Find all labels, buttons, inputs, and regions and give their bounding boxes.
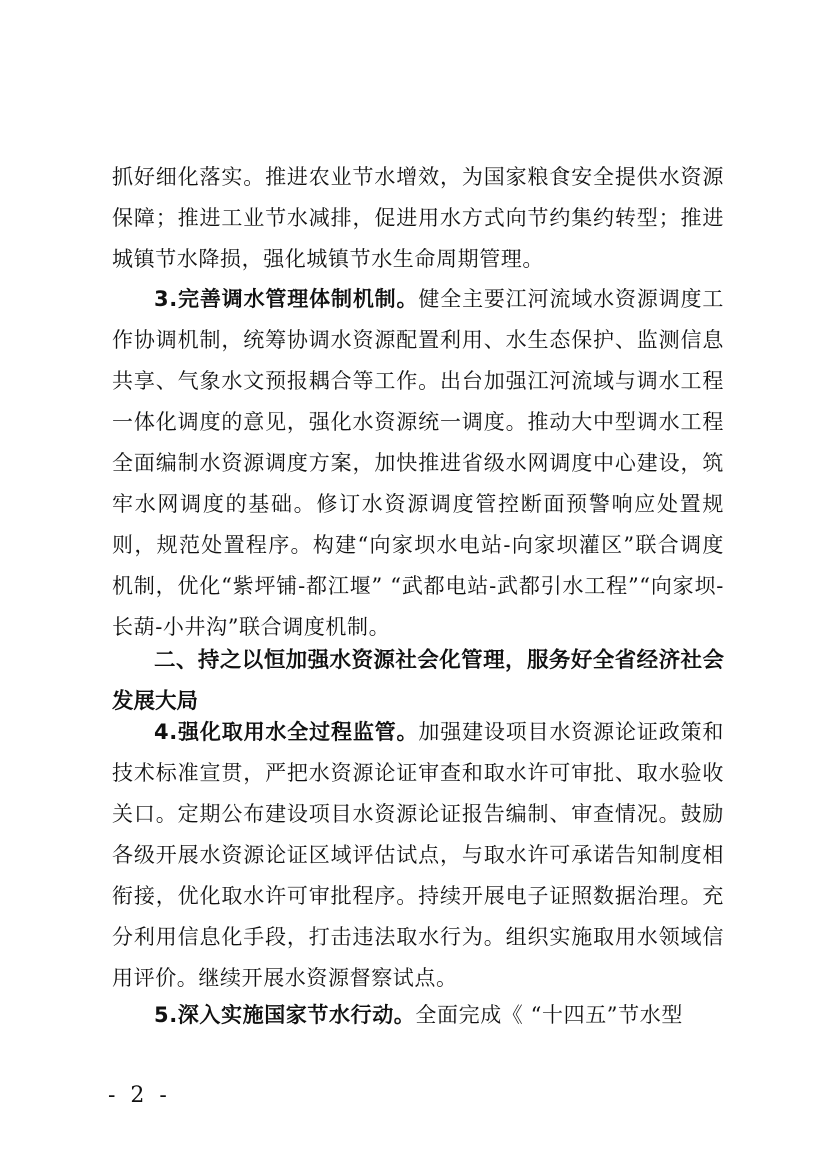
section-heading-5: 5.深入实施国家节水行动。 <box>154 1003 416 1027</box>
paragraph-text: 抓好细化落实。推进农业节水增效，为国家粮食安全提供水资源保障；推进工业节水减排，促进用水方式向节约集约转型；推进城镇节水降损，强化城镇节水生命周期管理。 <box>112 165 724 271</box>
paragraph-text: 健全主要江河流域水资源调度工作协调机制，统筹协调水资源配置利用、水生态保护、监测信息共享、气象水文预报耦合等工作。出台加强江河流域与调水工程一体化调度的意见，强化水资源统一调度。推动大中型调水工程全面编制水资源调度方案，加快推进省级水网调度中心建设，筑牢水网调度的基础。修订水资源调度管控断面预警响应处置规则，规范处置程序。构建“向家坝水电站-向家坝灌区”联合调度机制，优化“紫坪铺-都江堰” “武都电站-武都引水工程”“向家坝-长葫-小井沟”联合调度机制。 <box>112 287 724 639</box>
page-number: - 2 - <box>108 1083 171 1108</box>
paragraph-section-5 <box>112 995 724 1036</box>
section-heading-3: 3.完善调水管理体制机制。 <box>154 287 419 311</box>
section-heading-4: 4.强化取用水全过程监管。 <box>154 720 419 744</box>
paragraph-text: 全面完成《 “十四五”节水型 <box>415 1003 683 1027</box>
paragraph-continuation <box>112 157 724 280</box>
paragraph-section-3 <box>112 279 724 648</box>
paragraph-text: 加强建设项目水资源论证政策和技术标准宣贯，严把水资源论证审查和取水许可审批、取水验收关口。定期公布建设项目水资源论证报告编制、审查情况。鼓励各级开展水资源论证区域评估试点，与取水许可承诺告知制度相衔接，优化取水许可审批程序。持续开展电子证照数据治理。充分利用信息化手段，打击违法取水行为。组织实施取用水领域信用评价。继续开展水资源督察试点。 <box>112 720 724 990</box>
chapter-heading-2: 二、持之以恒加强水资源社会化管理，服务好全省经济社会发展大局 <box>112 648 724 714</box>
paragraph-section-4 <box>112 712 724 999</box>
